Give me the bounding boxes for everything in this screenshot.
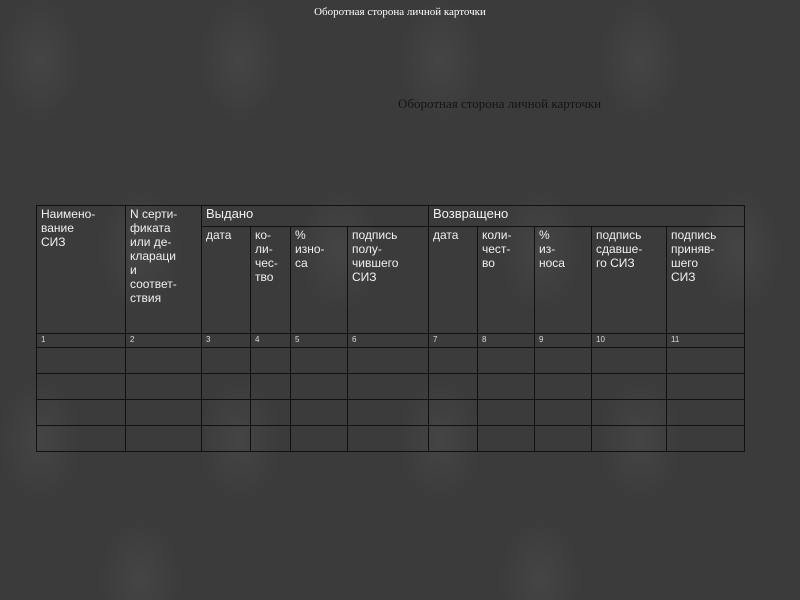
table-cell <box>429 348 478 374</box>
header-returned-sign-took <box>667 227 745 334</box>
table-cell <box>251 400 291 426</box>
personal-card-table <box>36 205 745 452</box>
table-cell <box>291 426 348 452</box>
table-cell <box>667 400 745 426</box>
table-cell <box>291 400 348 426</box>
header-returned-qty-text: коли- чест- во <box>482 228 512 270</box>
table-cell <box>126 400 202 426</box>
column-number: 8 <box>478 334 535 348</box>
table-cell <box>592 400 667 426</box>
table-cell <box>202 400 251 426</box>
column-number: 9 <box>535 334 592 348</box>
slide-title: Оборотная сторона личной карточки <box>314 6 486 18</box>
table-cell <box>478 426 535 452</box>
table-cell <box>592 374 667 400</box>
table-cell <box>37 400 126 426</box>
table-cell <box>667 426 745 452</box>
column-number-row <box>37 334 745 348</box>
header-issued-date-text: дата <box>206 228 232 242</box>
header-group-issued-text: Выдано <box>206 206 254 221</box>
header-issued-date <box>202 227 251 334</box>
table-cell <box>348 374 429 400</box>
table-cell <box>37 348 126 374</box>
table-cell <box>535 374 592 400</box>
table-cell <box>667 348 745 374</box>
header-returned-wear-text: % из- носа <box>539 228 565 270</box>
card-subtitle: Оборотная сторона личной карточки <box>398 96 602 111</box>
table-cell <box>348 426 429 452</box>
header-issued-qty-text: ко- ли- чес- тво <box>255 228 278 284</box>
header-group-returned <box>429 206 745 227</box>
table-row <box>37 374 745 400</box>
column-number: 7 <box>429 334 478 348</box>
table-row <box>37 400 745 426</box>
column-number: 4 <box>251 334 291 348</box>
table-cell <box>592 426 667 452</box>
header-certificate-text: N серти- фиката или де- клараци и соответ- ствия <box>130 207 178 305</box>
table-cell <box>478 348 535 374</box>
table-cell <box>37 426 126 452</box>
table-cell <box>429 400 478 426</box>
column-number: 10 <box>592 334 667 348</box>
column-number: 11 <box>667 334 745 348</box>
table-cell <box>478 400 535 426</box>
header-returned-sign-gave <box>592 227 667 334</box>
table-cell <box>592 348 667 374</box>
table-cell <box>202 348 251 374</box>
table-cell <box>429 426 478 452</box>
table-cell <box>37 374 126 400</box>
table-cell <box>535 348 592 374</box>
table-cell <box>667 374 745 400</box>
table-cell <box>251 348 291 374</box>
header-returned-date <box>429 227 478 334</box>
table-cell <box>251 426 291 452</box>
table-cell <box>202 426 251 452</box>
header-issued-wear <box>291 227 348 334</box>
table-row <box>37 348 745 374</box>
table-cell <box>291 374 348 400</box>
table-cell <box>126 348 202 374</box>
header-issued-qty <box>251 227 291 334</box>
header-returned-date-text: дата <box>433 228 459 242</box>
column-number: 3 <box>202 334 251 348</box>
table-cell <box>202 374 251 400</box>
table-cell <box>251 374 291 400</box>
column-number: 2 <box>126 334 202 348</box>
table-cell <box>535 426 592 452</box>
header-issued-sign-text: подпись полу- чившего СИЗ <box>352 228 399 284</box>
table-row <box>37 426 745 452</box>
table-cell <box>478 374 535 400</box>
table-cell <box>291 348 348 374</box>
table-cell <box>126 374 202 400</box>
table-cell <box>535 400 592 426</box>
column-number: 6 <box>348 334 429 348</box>
table-cell <box>348 348 429 374</box>
header-name-text: Наимено- вание СИЗ <box>41 207 96 249</box>
column-number: 1 <box>37 334 126 348</box>
header-group-returned-text: Возвращено <box>433 206 509 221</box>
header-name <box>37 206 126 334</box>
header-returned-sign-took-text: подпись приняв- шего СИЗ <box>671 228 717 284</box>
table-cell <box>348 400 429 426</box>
column-number: 5 <box>291 334 348 348</box>
header-group-issued <box>202 206 429 227</box>
table-cell <box>126 426 202 452</box>
header-issued-sign <box>348 227 429 334</box>
header-issued-wear-text: % изно- са <box>295 228 325 270</box>
table-cell <box>429 374 478 400</box>
header-returned-wear <box>535 227 592 334</box>
header-returned-sign-gave-text: подпись сдавше- го СИЗ <box>596 228 643 270</box>
header-certificate <box>126 206 202 334</box>
header-returned-qty <box>478 227 535 334</box>
